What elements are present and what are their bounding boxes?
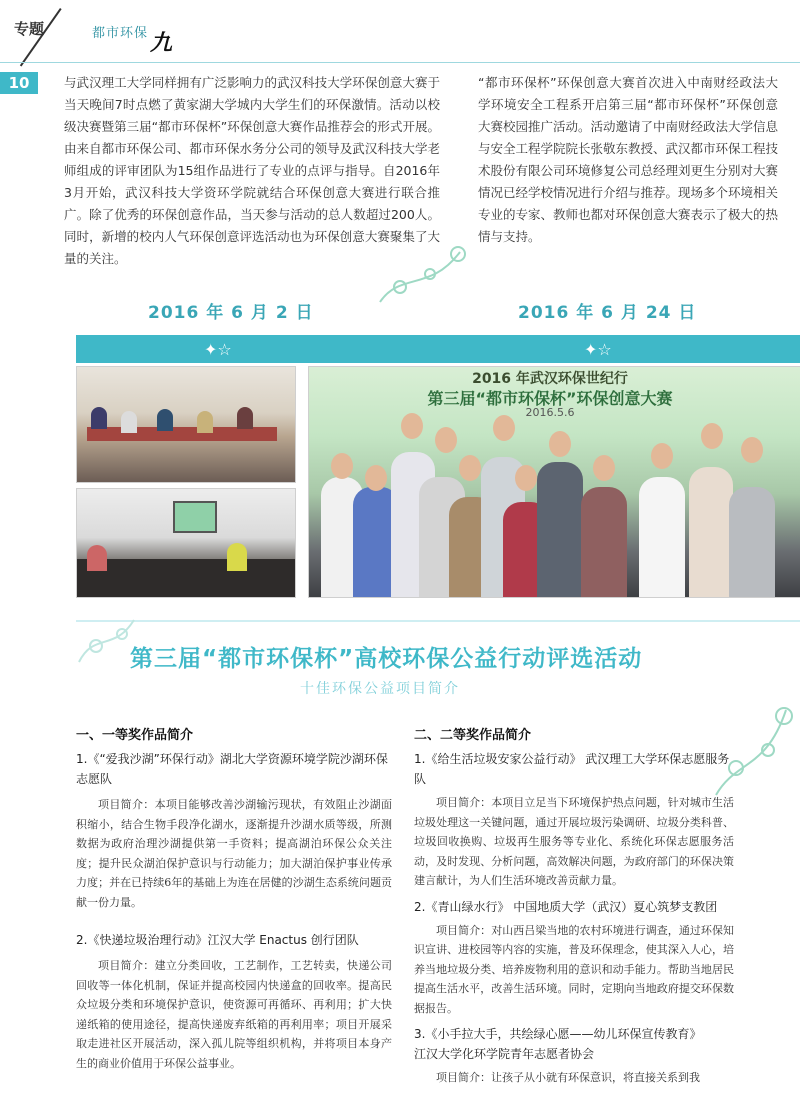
second-prize-item-3-title: 3.《小手拉大手，共绘绿心愿——幼儿环保宣传教育》 [414, 1027, 702, 1041]
activity-title: 第三届“都市环保杯”高校环保公益行动评选活动 [130, 646, 643, 672]
first-prize-item-1-body: 项目简介：本项目能够改善沙湖输污现状，有效阻止沙湖面积缩小，结合生物手段净化湖水，逐渐提升沙湖水质等级，所测数据为政府治理沙湖提供第一手资料；提高湖泊环保公众关注度；提升民众湖泊保护意识与行动能力；加大湖泊保护事业传承力度；并在已持续6年的基础上为连在居健的沙湖生态系统问题贡献一份力量。 [76, 798, 392, 909]
photo-lecture-hall [76, 488, 296, 598]
activity-subtitle: 十佳环保公益项目简介 [300, 681, 460, 697]
date-right: 2016 年 6 月 24 日 [518, 303, 697, 323]
second-prize-item-2-body: 项目简介：对山西吕梁当地的农村环境进行调查，通过环保知识宣讲、进校园等内容的实施，普及环保理念，使其深入人心，培养当地垃圾分类、培养废物利用的意识和动手能力。帮助当地居民提高生活水平，改善生活环境。同时，定期向当地政府提交环保数据报告。 [414, 923, 734, 1015]
section-label: 专题 [14, 20, 45, 38]
projector-screen [173, 501, 217, 533]
second-prize-item-3-org: 江汉大学化环学院青年志愿者协会 [414, 1047, 595, 1061]
title-rule [76, 620, 800, 622]
magazine-logo: 九 [150, 30, 173, 56]
banner-date: 2016.5.6 [525, 406, 575, 419]
second-prize-section [414, 724, 734, 1088]
banner-line-2: 第三届“都市环保杯”环保创意大赛 [427, 389, 673, 408]
second-prize-item-3-body: 项目简介：让孩子从小就有环保意识，将直接关系到我 [436, 1071, 700, 1084]
first-prize-heading: 一、一等奖作品简介 [76, 728, 194, 743]
second-prize-item-1-body: 项目简介：本项目立足当下环境保护热点问题，针对城市生活垃圾处理这一关键问题，通过开展垃圾污染调研、垃圾分类科普、垃圾回收换购、垃圾再生服务等专业化、系统化环保志愿服务活动，及时发现、分析问题，高效解决问题，为政府部门的环保决策建言献计，为人们生活环境改善贡献力量。 [414, 796, 734, 887]
magazine-title: 都市环保 [92, 26, 149, 41]
first-prize-item-1-title: 1.《“爱我沙湖”环保行动》湖北大学资源环境学院沙湖环保志愿队 [76, 752, 388, 786]
second-prize-item-1-title: 1.《给生活垃圾安家公益行动》 武汉理工大学环保志愿服务队 [414, 752, 730, 786]
intro-left-paragraph: 与武汉理工大学同样拥有广泛影响力的武汉科技大学环保创意大赛于当天晚间7时点燃了黄家湖大学城内大学生们的环保激情。活动以校级决赛暨第三届“都市环保杯”环保创意大赛作品推荐会的形式开展。由来自都市环保公司、都市环保水务分公司的领导及武汉科技大学老师组成的评审团队为15组作品进行了专业的点评与指导。自2016年3月开始，武汉科技大学资环学院就结合环保创意大赛进行联合推广。除了优秀的环保创意作品，当天参与活动的总人数超过200人。同时，新增的校内人气环保创意评选活动也为环保创意大赛聚集了大量的关注。 [64, 75, 440, 266]
page-number: 10 [0, 72, 38, 94]
photo-band [76, 335, 800, 363]
first-prize-item-2-title: 2.《快递垃圾治理行动》江汉大学 Enactus 创行团队 [76, 933, 359, 947]
second-prize-heading: 二、二等奖作品简介 [414, 728, 532, 743]
first-prize-item-2-body: 项目简介：建立分类回收，工艺制作，工艺转卖，快递公司回收等一体化机制，保证并提高校园内快递盒的回收率。提高民众垃圾分类和环境保护意识，使资源可再循环、再利用；扩大快递纸箱的使用途径，提高快递废弃纸箱的再利用率；项目开展采取走进社区开展活动，深入孤儿院等组织机构，并将项目本身产生的商业价值用于环保公益事业。 [76, 959, 392, 1070]
intro-right-paragraph: “都市环保杯”环保创意大赛首次进入中南财经政法大学环境安全工程系开启第三届“都市环保杯”环保创意大赛校园推广活动。活动邀请了中南财经政法大学信息与安全工程学院院长张敬东教授、武汉都市环保工程技术股份有限公司环境修复公司总经理刘更生分别对大赛情况已经学校情况进行介绍与推荐。现场多个环境相关专业的专家、教师也都对环保创意大赛表示了极大的热情与支持。 [478, 75, 779, 244]
banner-line-1: 2016 年武汉环保世纪行 [472, 371, 628, 387]
photo-classroom-meeting [76, 366, 296, 483]
date-left: 2016 年 6 月 2 日 [148, 303, 314, 323]
header-rule [0, 62, 800, 63]
star-icon: ✦☆ [204, 340, 232, 359]
second-prize-item-2-title: 2.《青山绿水行》 中国地质大学（武汉）夏心筑梦支教团 [414, 899, 718, 914]
star-icon: ✦☆ [584, 340, 612, 359]
floral-ornament-icon [370, 232, 480, 312]
first-prize-section [76, 724, 392, 1073]
